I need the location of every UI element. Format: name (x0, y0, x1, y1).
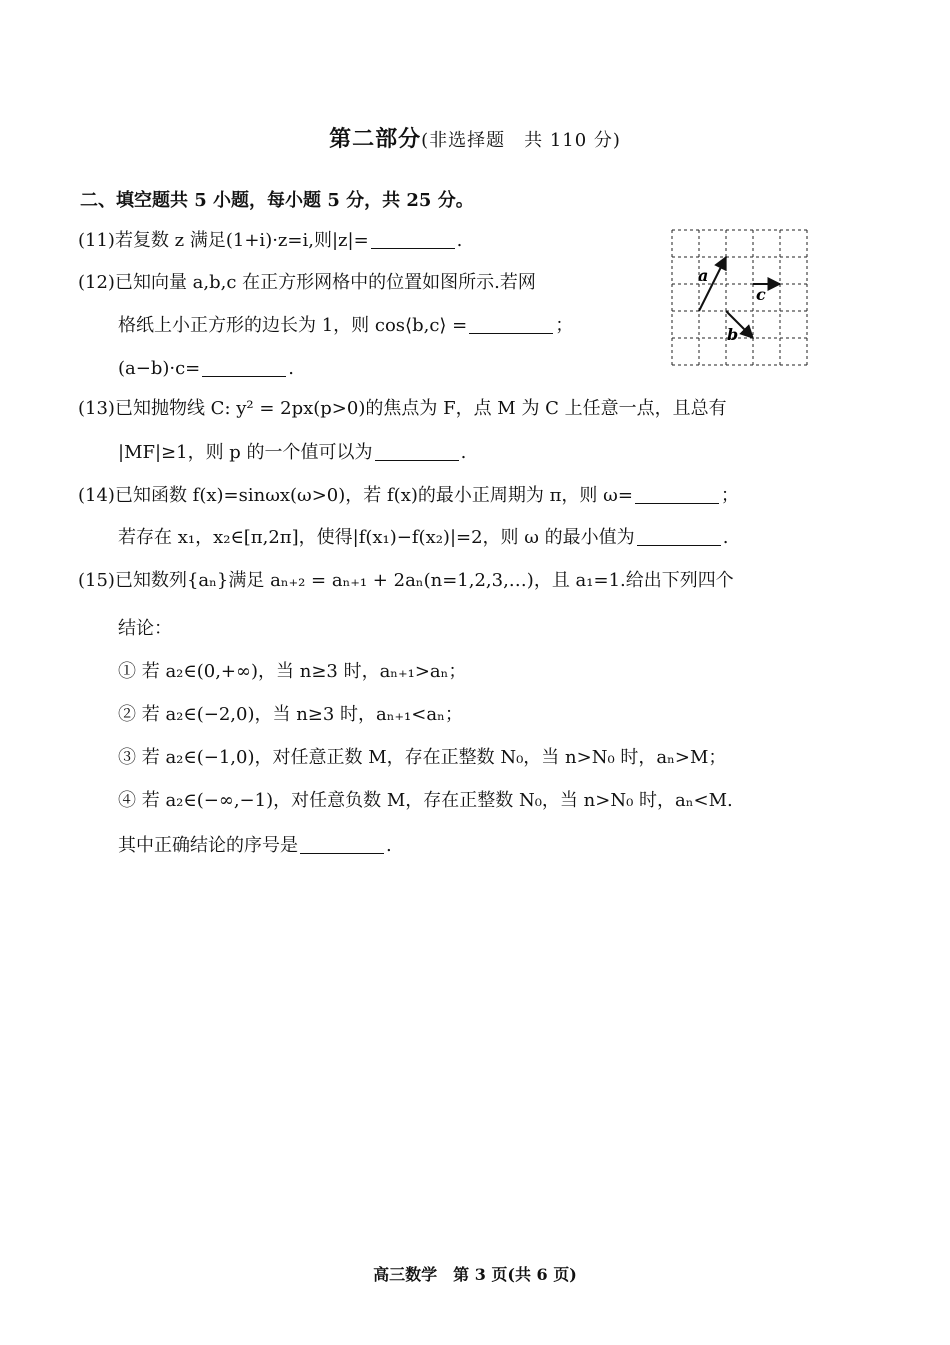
vector-c-label: c (756, 285, 766, 304)
answer-blank-13[interactable] (375, 442, 459, 461)
page-footer: 高三数学 第 3 页(共 6 页) (373, 1265, 577, 1284)
question-15-final-end: . (386, 835, 392, 856)
answer-blank-12b[interactable] (202, 358, 286, 377)
question-12-line1: (12)已知向量 a,b,c 在正方形网格中的位置如图所示.若网 (78, 272, 536, 293)
conclusion-1: ① 若 a₂∈(0,+∞)，当 n≥3 时，aₙ₊₁>aₙ； (118, 661, 467, 682)
question-12-line3-end: . (288, 358, 294, 379)
question-15-line2: 结论： (118, 618, 172, 639)
question-12-line3-text: (a−b)·c= (118, 358, 201, 379)
section-heading: 二、填空题共 5 小题，每小题 5 分，共 25 分。 (80, 190, 474, 211)
question-11-end: . (456, 230, 463, 251)
answer-blank-12a[interactable] (469, 315, 553, 334)
answer-blank-14b[interactable] (637, 527, 721, 546)
question-14-line2 (118, 526, 728, 550)
question-12-line2-end: ； (555, 315, 574, 336)
title-sub: (非选择题 共 110 分) (421, 130, 621, 151)
question-11-text: (11)若复数 z 满足(1+i)·z=i,则|z|= (78, 230, 369, 251)
question-12-line3 (118, 357, 294, 381)
question-12-line2 (118, 314, 573, 338)
conclusion-2: ② 若 a₂∈(−2,0)，当 n≥3 时，aₙ₊₁<aₙ； (118, 704, 463, 725)
question-14-line1-text: (14)已知函数 f(x)=sinωx(ω>0)，若 f(x)的最小正周期为 π，则 ω= (78, 485, 633, 506)
answer-blank-11[interactable] (371, 230, 455, 249)
question-13-line2-end: . (460, 442, 467, 463)
question-14-line1-end: ； (720, 485, 739, 506)
question-14-line2-end: . (722, 527, 729, 548)
conclusion-3: ③ 若 a₂∈(−1,0)，对任意正数 M，存在正整数 N₀，当 n>N₀ 时，aₙ>M； (118, 747, 727, 768)
question-11 (78, 229, 462, 253)
answer-blank-15[interactable] (300, 835, 384, 854)
question-14-line1 (78, 484, 739, 508)
question-14-line2-text: 若存在 x₁，x₂∈[π,2π]，使得|f(x₁)−f(x₂)|=2，则 ω 的最小值为 (118, 527, 635, 548)
question-13-line2-text: |MF|≥1，则 p 的一个值可以为 (118, 442, 373, 463)
answer-blank-14a[interactable] (635, 485, 719, 504)
vector-a-label: a (698, 266, 709, 285)
conclusion-4: ④ 若 a₂∈(−∞,−1)，对任意负数 M，存在正整数 N₀，当 n>N₀ 时，aₙ<M. (118, 790, 733, 811)
question-15-final-text: 其中正确结论的序号是 (118, 835, 298, 856)
question-15-line1: (15)已知数列{aₙ}满足 aₙ₊₂ = aₙ₊₁ + 2aₙ(n=1,2,3,…)，且 a₁=1.给出下列四个 (78, 570, 734, 591)
page-title (0, 122, 950, 153)
grid-lines (672, 230, 807, 365)
vector-b-label: b (727, 325, 739, 344)
question-13-line2 (118, 441, 466, 465)
question-13-line1: (13)已知抛物线 C: y² = 2px(p>0)的焦点为 F，点 M 为 C 上任意一点，且总有 (78, 398, 727, 419)
question-15-final (118, 834, 392, 858)
vector-grid-figure (670, 228, 810, 370)
title-main: 第二部分 (329, 126, 422, 152)
question-12-line2-text: 格纸上小正方形的边长为 1，则 cos⟨b,c⟩ = (118, 315, 468, 336)
